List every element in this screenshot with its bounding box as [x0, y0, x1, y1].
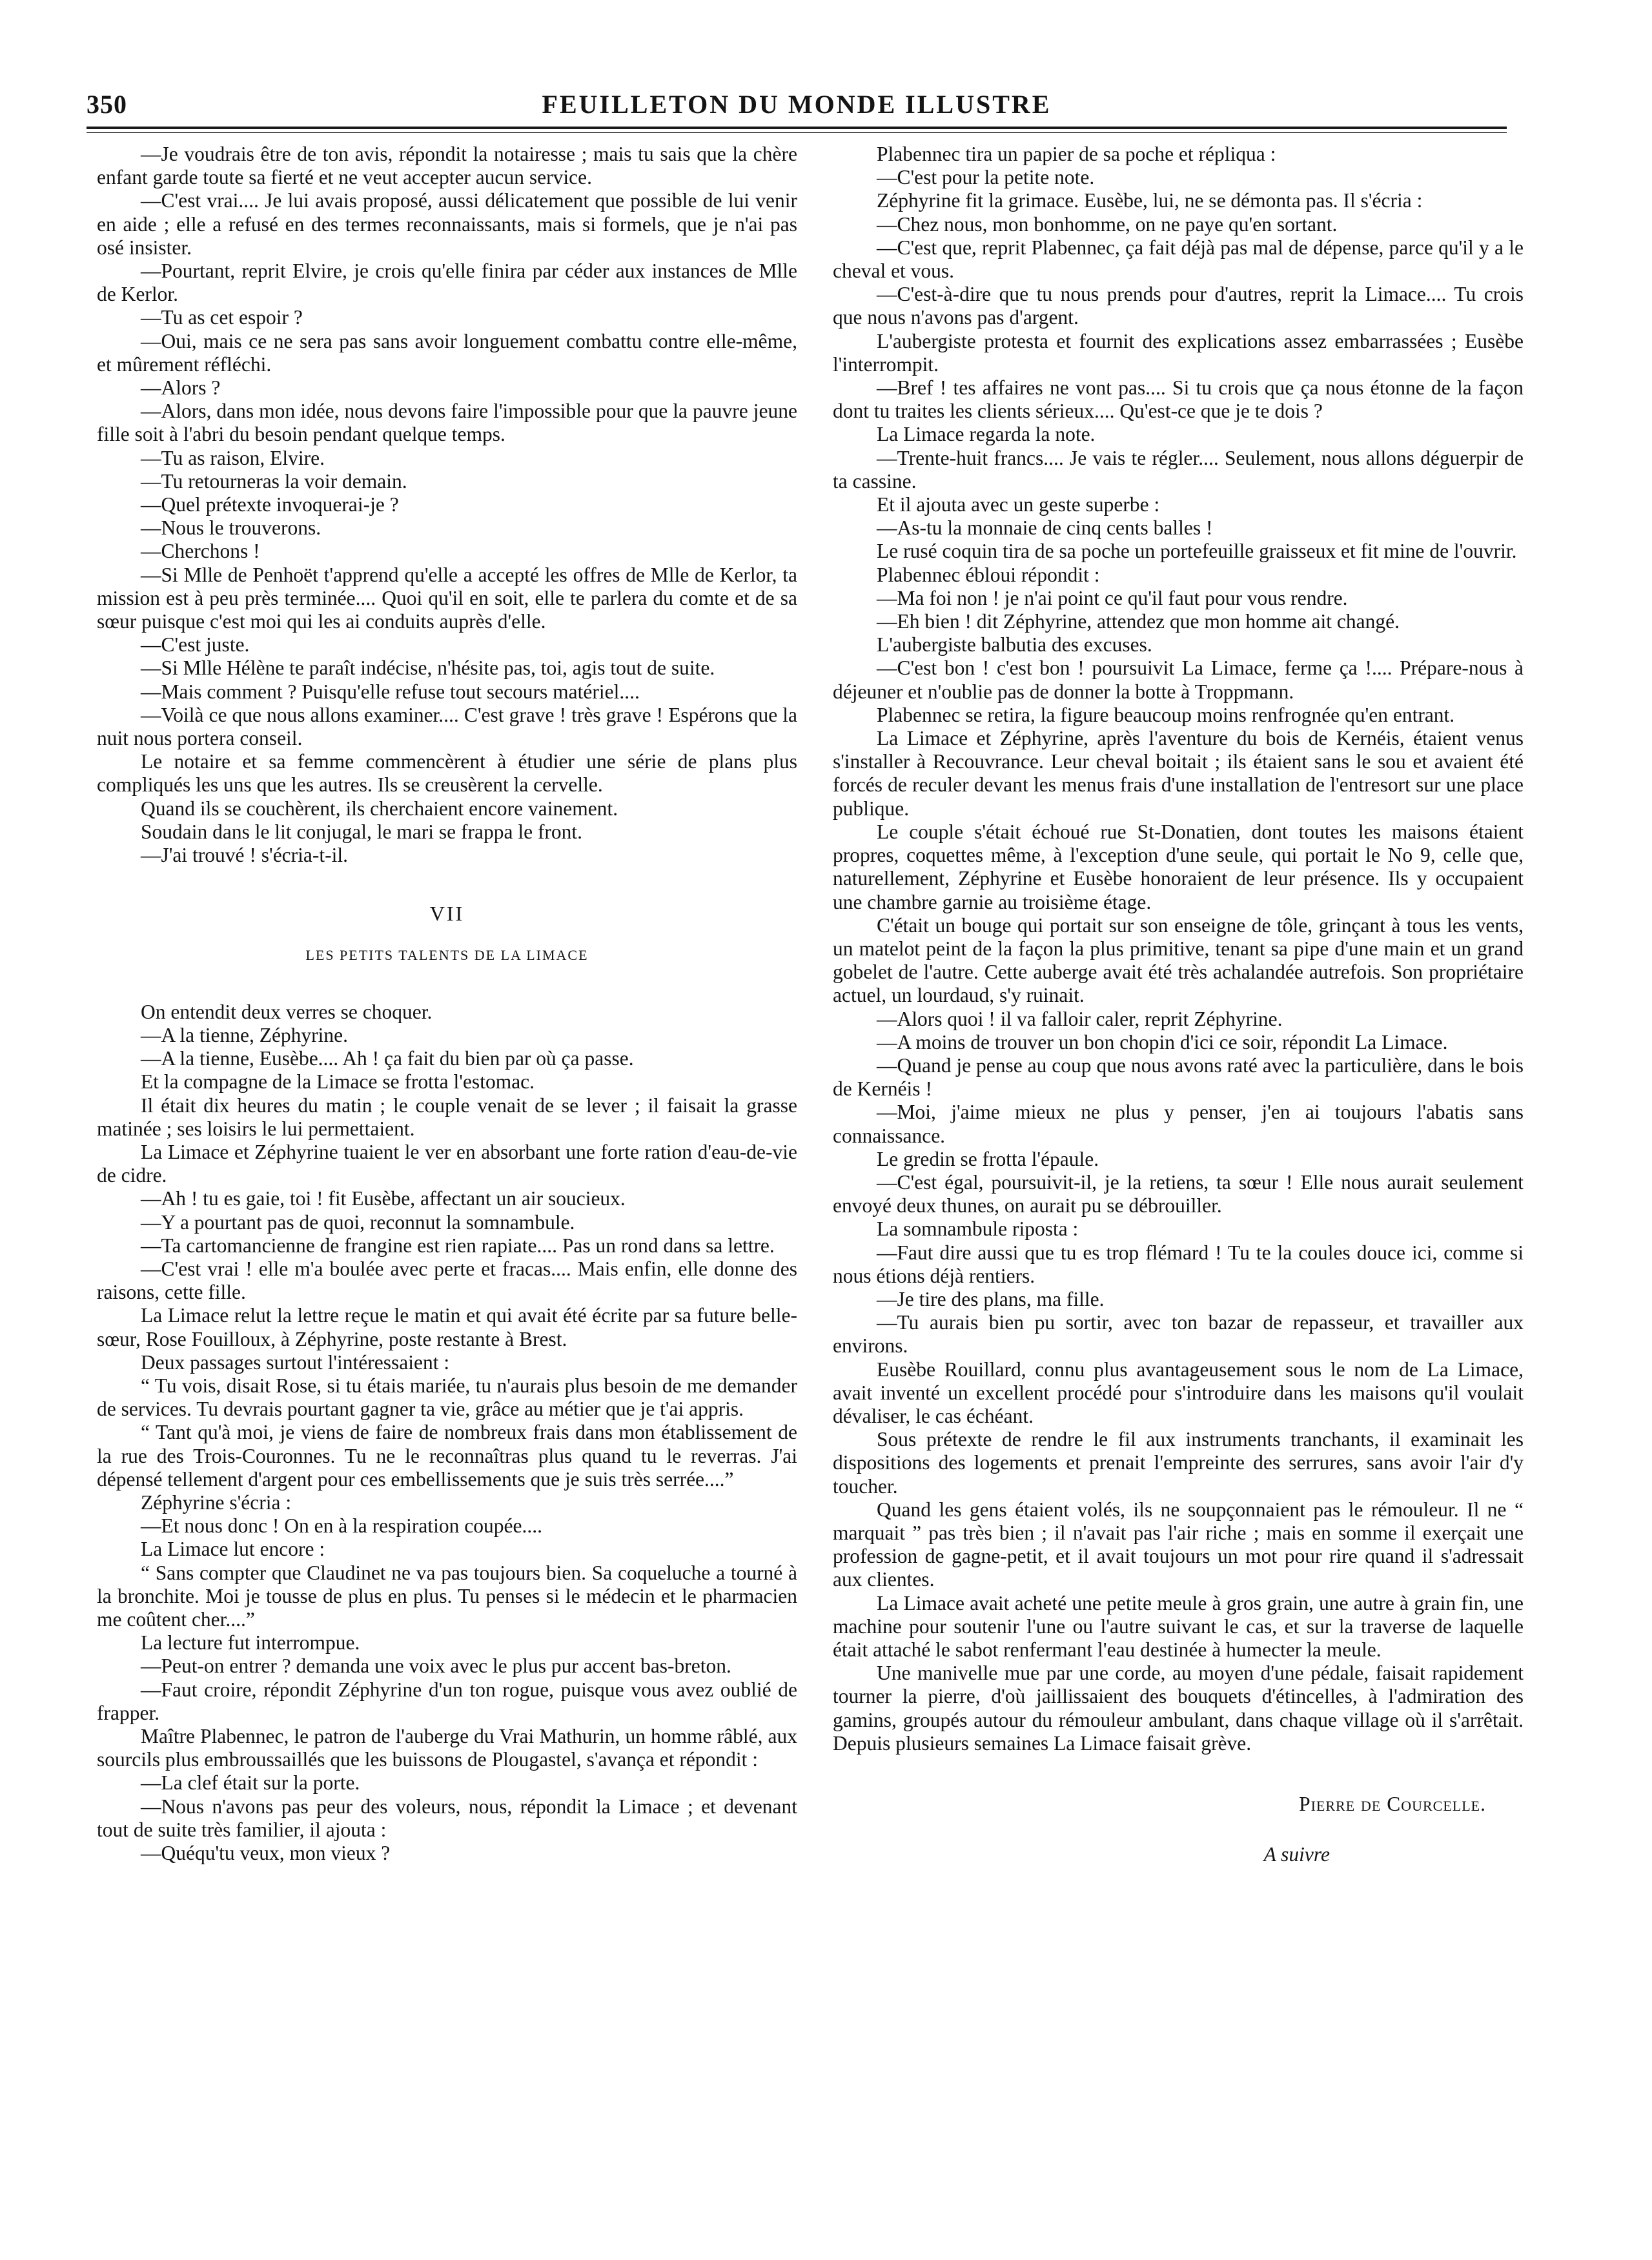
paragraph: La Limace avait acheté une petite meule à gros grain, une autre à grain fin, une machine pour soutenir l'une ou l'autre suivant le cas, et sur la traverse de laquelle était attaché le sabot renfermant l'eau destinée à humecter la meule. [833, 1591, 1524, 1661]
page-number: 350 [87, 90, 127, 119]
paragraph: Maître Plabennec, le patron de l'auberge du Vrai Mathurin, un homme râblé, aux sourcils plus embroussaillés que les buissons de Plougastel, s'avança et répondit : [97, 1725, 797, 1771]
paragraph: —Eh bien ! dit Zéphyrine, attendez que mon homme ait changé. [877, 610, 1400, 633]
paragraph: —Voilà ce que nous allons examiner.... C'est grave ! très grave ! Espérons que la nuit nous portera conseil. [97, 703, 797, 750]
right-paragraphs [833, 143, 1524, 1755]
left-column [97, 143, 797, 1865]
paragraph: Quand les gens étaient volés, ils ne soupçonnaient pas le rémouleur. Il ne “ marquait ” pas très bien ; il n'avait pas l'air riche ; mais en somme il exerçait une profession de gagne-petit, et il avait toujours un mot pour rire quand il s'adressait aux clientes. [833, 1498, 1524, 1591]
paragraph: Plabennec se retira, la figure beaucoup moins renfrognée qu'en entrant. [877, 703, 1455, 726]
paragraph: La somnambule riposta : [877, 1217, 1079, 1241]
paragraph: Il était dix heures du matin ; le couple venait de se lever ; il faisait la grasse matinée ; ses loisirs le lui permettaient. [97, 1094, 797, 1140]
paragraph: Le rusé coquin tira de sa poche un portefeuille graisseux et fit mine de l'ouvrir. [877, 540, 1517, 563]
paragraph: —C'est juste. [141, 633, 250, 657]
left-paragraphs [97, 143, 797, 867]
paragraph: —Oui, mais ce ne sera pas sans avoir longuement combattu contre elle-même, et mûrement réfléchi. [97, 329, 797, 376]
paragraph: —Pourtant, reprit Elvire, je crois qu'elle finira par céder aux instances de Mlle de Kerlor. [97, 260, 797, 306]
paragraph: L'aubergiste balbutia des excuses. [877, 633, 1152, 657]
paragraph: —C'est que, reprit Plabennec, ça fait déjà pas mal de dépense, parce qu'il y a le cheval et vous. [833, 236, 1524, 283]
paragraph: —A la tienne, Eusèbe.... Ah ! ça fait du bien par où ça passe. [141, 1047, 634, 1070]
paragraph: —Moi, j'aime mieux ne plus y penser, j'en ai toujours l'abatis sans connaissance. [833, 1101, 1524, 1147]
paragraph: L'aubergiste protesta et fournit des explications assez embarrassées ; Eusèbe l'interrompit. [833, 329, 1524, 376]
paragraph: Eusèbe Rouillard, connu plus avantageusement sous le nom de La Limace, avait inventé un excellent procédé pour s'introduire dans les maisons qu'il voulait dévaliser, le cas échéant. [833, 1358, 1524, 1427]
paragraph: —Quéqu'tu veux, mon vieux ? [141, 1842, 391, 1865]
paragraph: On entendit deux verres se choquer. [141, 1000, 433, 1023]
paragraph: —Y a pourtant pas de quoi, reconnut la somnambule. [141, 1210, 575, 1234]
paragraph: Sous prétexte de rendre le fil aux instruments tranchants, il examinait les dispositions des logements et prenait l'empreinte des serrures, sans avoir l'air d'y toucher. [833, 1428, 1524, 1498]
paragraph: —Alors quoi ! il va falloir caler, reprit Zéphyrine. [877, 1007, 1283, 1030]
paragraph: La Limace regarda la note. [877, 423, 1096, 446]
paragraph: —Tu retourneras la voir demain. [141, 469, 407, 493]
paragraph: Quand ils se couchèrent, ils cherchaient encore vainement. [141, 797, 618, 820]
paragraph: —A la tienne, Zéphyrine. [141, 1023, 349, 1046]
header-rule-thick [87, 127, 1507, 129]
paragraph: —Tu as cet espoir ? [141, 306, 303, 329]
page-header [87, 83, 1507, 128]
paragraph: —Quand je pense au coup que nous avons raté avec la particulière, dans le bois de Kernéis ! [833, 1054, 1524, 1101]
paragraph: —C'est pour la petite note. [877, 166, 1095, 189]
paragraph: —Quel prétexte invoquerai-je ? [141, 493, 399, 516]
paragraph: Zéphyrine s'écria : [141, 1491, 292, 1514]
paragraph: —As-tu la monnaie de cinq cents balles ! [877, 516, 1213, 540]
paragraph: —Alors ? [141, 376, 221, 400]
paragraph: La Limace et Zéphyrine, après l'aventure du bois de Kernéis, étaient venus s'installer à Recouvrance. Leur cheval boitait ; ils étaient sans le sou et avaient été forcés de reculer devant les menus frais d'une installation de l'entresort sur une place publique. [833, 727, 1524, 820]
paragraph: Zéphyrine fit la grimace. Eusèbe, lui, ne se démonta pas. Il s'écria : [877, 189, 1423, 212]
paragraph: —C'est-à-dire que tu nous prends pour d'autres, reprit la Limace.... Tu crois que nous n'avons pas d'argent. [833, 283, 1524, 329]
paragraph: Le gredin se frotta l'épaule. [877, 1147, 1099, 1170]
paragraph: —Peut-on entrer ? demanda une voix avec le plus pur accent bas-breton. [141, 1654, 731, 1678]
chapter-number: VII [429, 902, 465, 926]
paragraph: C'était un bouge qui portait sur son enseigne de tôle, grinçant à tous les vents, un matelot peint de la façon la plus primitive, tenant sa pipe d'une main et un grand gobelet de l'autre. Cette auberge avait été très achalandée autrefois. Son propriétaire actuel, un lourdaud, s'y ruinait. [833, 913, 1524, 1007]
paragraph: La Limace relut la lettre reçue le matin et qui avait été écrite par sa future belle-sœur, Rose Fouilloux, à Zéphyrine, poste restante à Brest. [97, 1304, 797, 1350]
paragraph: Le notaire et sa femme commencèrent à étudier une série de plans plus compliqués les uns que les autres. Ils se creusèrent la cervelle. [97, 750, 797, 797]
header-rule-thin [87, 132, 1507, 133]
paragraph: “ Tant qu'à moi, je viens de faire de nombreux frais dans mon établissement de la rue des Trois-Couronnes. Tu ne le reconnaîtras plus quand tu le reverras. J'ai dépensé tellement d'argent pour ces embellissements que je suis très serrée....” [97, 1421, 797, 1491]
paragraph: “ Tu vois, disait Rose, si tu étais mariée, tu n'aurais plus besoin de me demander de services. Tu devrais pourtant gagner ta vie, grâce au métier que je t'ai appris. [97, 1374, 797, 1421]
paragraph: —La clef était sur la porte. [141, 1771, 360, 1795]
paragraph: Plabennec ébloui répondit : [877, 563, 1100, 586]
paragraph: —Nous n'avons pas peur des voleurs, nous, répondit la Limace ; et devenant tout de suite très familier, il ajouta : [97, 1795, 797, 1841]
paragraph: —C'est vrai.... Je lui avais proposé, aussi délicatement que possible de lui venir en aide ; elle a refusé en des termes reconnaissants, mais si formels, que je n'ai pas osé insister. [97, 189, 797, 259]
paragraph: —Je tire des plans, ma fille. [877, 1287, 1105, 1310]
paragraph: —Tu as raison, Elvire. [141, 446, 325, 469]
paragraph: —C'est égal, poursuivit-il, je la retiens, ta sœur ! Elle nous aurait seulement envoyé deux thunes, on aurait pu se débrouiller. [833, 1170, 1524, 1217]
paragraph: —Faut dire aussi que tu es trop flémard ! Tu te la coules douce ici, comme si nous étions déjà rentiers. [833, 1241, 1524, 1287]
chapter-paragraphs [97, 1001, 797, 1866]
paragraph: La Limace lut encore : [141, 1538, 325, 1561]
paragraph: Plabennec tira un papier de sa poche et répliqua : [877, 143, 1276, 165]
paragraph: —Chez nous, mon bonhomme, on ne paye qu'en sortant. [877, 212, 1338, 236]
paragraph: —Je voudrais être de ton avis, répondit la notairesse ; mais tu sais que la chère enfant garde toute sa fierté et ne veut accepter aucun service. [97, 143, 797, 189]
paragraph: —C'est vrai ! elle m'a boulée avec perte et fracas.... Mais enfin, elle donne des raisons, cette fille. [97, 1257, 797, 1304]
paragraph: —Trente-huit francs.... Je vais te régler.... Seulement, nous allons déguerpir de ta cassine. [833, 446, 1524, 493]
paragraph: —A moins de trouver un bon chopin d'ici ce soir, répondit La Limace. [877, 1030, 1448, 1054]
paragraph: —Faut croire, répondit Zéphyrine d'un ton rogue, puisque vous avez oublié de frapper. [97, 1678, 797, 1724]
author-signature: Pierre de Courcelle. [1299, 1793, 1486, 1816]
paragraph: Et il ajouta avec un geste superbe : [877, 493, 1160, 516]
paragraph: —Et nous donc ! On en à la respiration coupée.... [141, 1514, 542, 1538]
paragraph: —Ma foi non ! je n'ai point ce qu'il faut pour vous rendre. [877, 586, 1348, 609]
paragraph: —Ah ! tu es gaie, toi ! fit Eusèbe, affectant un air soucieux. [141, 1187, 626, 1210]
paragraph: Soudain dans le lit conjugal, le mari se frappa le front. [141, 820, 583, 843]
paragraph: —Tu aurais bien pu sortir, avec ton bazar de repasseur, et travailler aux environs. [833, 1311, 1524, 1358]
right-column [833, 143, 1524, 1866]
paragraph: La lecture fut interrompue. [141, 1631, 360, 1654]
paragraph: “ Sans compter que Claudinet ne va pas toujours bien. Sa coqueluche a tourné à la bronchite. Moi je tousse de plus en plus. Tu penses si le médecin et le pharmacien me coûtent cher....” [97, 1561, 797, 1631]
paragraph: —Si Mlle Hélène te paraît indécise, n'hésite pas, toi, agis tout de suite. [141, 657, 715, 680]
continued-note: A suivre [1263, 1843, 1330, 1866]
paragraph: Une manivelle mue par une corde, au moyen d'une pédale, faisait rapidement tourner la pierre, d'où jaillissaient des bouquets d'étincelles, à l'admiration des gamins, groupés autour du rémouleur ambulant, dans chaque village où il s'arrêtait. Depuis plusieurs semaines La Limace faisait grève. [833, 1662, 1524, 1755]
paragraph: —Cherchons ! [141, 540, 260, 563]
paragraph: —Si Mlle de Penhoët t'apprend qu'elle a accepté les offres de Mlle de Kerlor, ta mission est à peu près terminée.... Quoi qu'il en soit, elle te parlera du comte et de sa sœur puisque c'est moi qui les ai conduits auprès d'elle. [97, 563, 797, 633]
paragraph: —Mais comment ? Puisqu'elle refuse tout secours matériel.... [141, 680, 640, 703]
paragraph: Et la compagne de la Limace se frotta l'estomac. [141, 1070, 535, 1094]
paragraph: —C'est bon ! c'est bon ! poursuivit La Limace, ferme ça !.... Prépare-nous à déjeuner et n'oublie pas de donner la botte à Troppmann. [833, 657, 1524, 703]
paragraph: —Bref ! tes affaires ne vont pas.... Si tu crois que ça nous étonne de la façon dont tu traites les clients sérieux.... Qu'est-ce que je te dois ? [833, 376, 1524, 423]
chapter-title: LES PETITS TALENTS DE LA LIMACE [305, 946, 589, 963]
paragraph: —Ta cartomancienne de frangine est rien rapiate.... Pas un rond dans sa lettre. [141, 1234, 775, 1257]
paragraph: —Nous le trouverons. [141, 516, 321, 540]
paragraph: —Alors, dans mon idée, nous devons faire l'impossible pour que la pauvre jeune fille soit à l'abri du besoin pendant quelque temps. [97, 400, 797, 446]
paragraph: La Limace et Zéphyrine tuaient le ver en absorbant une forte ration d'eau-de-vie de cidre. [97, 1140, 797, 1187]
running-title: FEUILLETON DU MONDE ILLUSTRE [542, 90, 1052, 119]
paragraph: —J'ai trouvé ! s'écria-t-il. [141, 844, 348, 867]
paragraph: Le couple s'était échoué rue St-Donatien, dont toutes les maisons étaient propres, coquettes même, à l'exception d'une seule, qui portait le No 9, celle que, naturellement, Zéphyrine et Eusèbe honoraient de leur présence. Ils y occupaient une chambre garnie au troisième étage. [833, 820, 1524, 913]
paragraph: Deux passages surtout l'intéressaient : [141, 1350, 450, 1374]
